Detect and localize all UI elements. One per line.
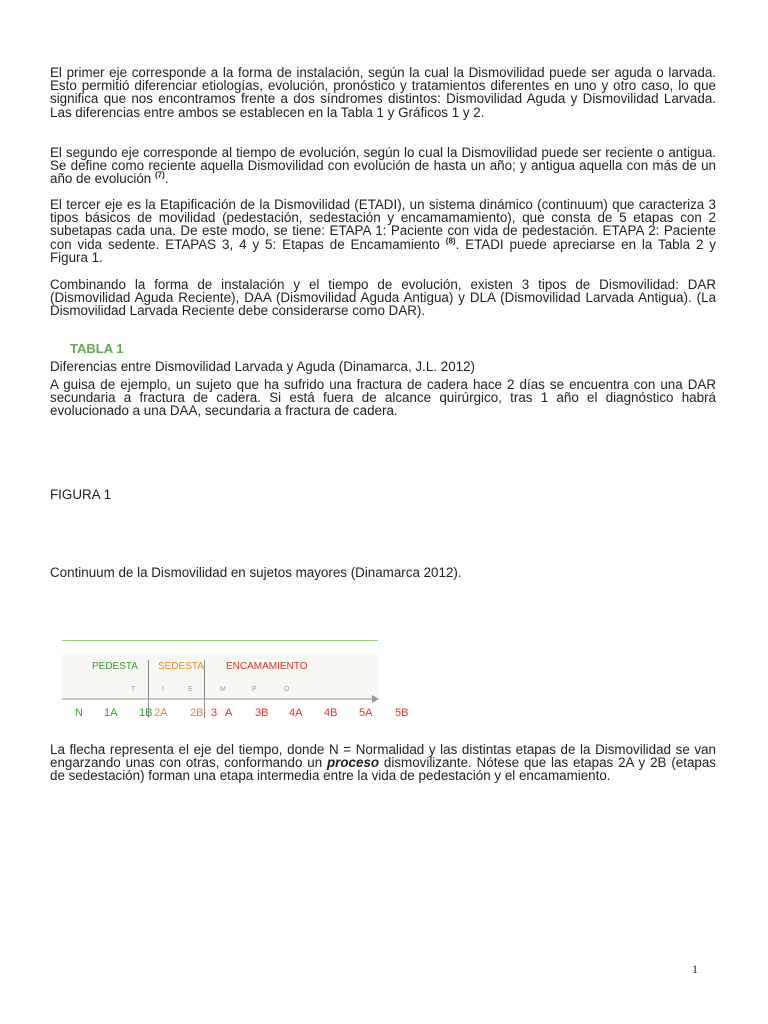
paragraph-primer-eje: El primer eje corresponde a la forma de instalación, según la cual la Dismovilidad puede ser aguda o larvada. Esto permitió diferenciar etiologías, evolución, pronóstico y tratamientos diferentes en uno y otro caso, lo que significa que nos encontramos frente a dos síndromes distintos: Dismovilidad Aguda y Dismovilidad Larvada. Las diferencias entre ambos se establecen en la Tabla 1 y Gráficos 1 y 2. bbox=[50, 65, 716, 120]
page-number: 1 bbox=[692, 962, 698, 976]
tiempo-letter-i: I bbox=[162, 686, 164, 693]
tiempo-letter-t: T bbox=[131, 686, 136, 693]
time-axis-arrow bbox=[62, 694, 380, 704]
divider-sedesta-encamamiento bbox=[204, 660, 205, 718]
tiempo-letter-m: M bbox=[220, 686, 226, 693]
paragraph-flecha bbox=[50, 743, 716, 783]
figure-continuum bbox=[62, 640, 380, 730]
paragraph-flecha-text-a: La flecha representa el eje del tiempo, donde N = Normalidad y las distintas etapas de la Dismovilidad se van engarzando unas con otras, conformando un bbox=[50, 742, 716, 771]
label-sedesta: SEDESTA bbox=[158, 661, 204, 672]
reference-7: (7) bbox=[154, 170, 165, 180]
stage-2a: 2A bbox=[154, 707, 168, 719]
stage-5a: 5A bbox=[359, 707, 373, 719]
stage-4a: 4A bbox=[289, 707, 303, 719]
tiempo-letter-e: E bbox=[188, 686, 193, 693]
stage-1b: 1B bbox=[139, 707, 153, 719]
stage-n: N bbox=[75, 707, 83, 719]
label-encamamiento: ENCAMAMIENTO bbox=[226, 661, 308, 672]
paragraph-combinando: Combinando la forma de instalación y el tiempo de evolución, existen 3 tipos de Dismovilidad: DAR (Dismovilidad Aguda Reciente), DAA (Dismovilidad Aguda Antigua) y DLA (Dismovilidad Larvada Antigua). (La Dismovilidad Larvada Reciente debe considerarse como DAR). bbox=[50, 277, 716, 319]
stage-2b: 2B bbox=[190, 707, 204, 719]
paragraph-tercer-eje bbox=[50, 198, 716, 264]
stage-3b: 3B bbox=[255, 707, 269, 719]
stage-5b: 5B bbox=[395, 707, 409, 719]
tabla-1-caption: Diferencias entre Dismovilidad Larvada y Aguda (Dinamarca, J.L. 2012) bbox=[50, 359, 475, 374]
paragraph-ejemplo: A guisa de ejemplo, un sujeto que ha sufrido una fractura de cadera hace 2 días se encuentra con una DAR secundaria a fractura de cadera. Si está fuera de alcance quirúrgico, tras 1 año el diagnóstico habrá evolucionado a una DAA, secundaria a fractura de cadera. bbox=[50, 377, 716, 419]
stage-4b: 4B bbox=[324, 707, 338, 719]
reference-8: (8) bbox=[445, 236, 456, 246]
paragraph-segundo-eje bbox=[50, 146, 716, 186]
paragraph-segundo-eje-end: . bbox=[164, 171, 169, 187]
label-pedesta: PEDESTA bbox=[92, 661, 138, 672]
paragraph-segundo-eje-text: El segundo eje corresponde al tiempo de evolución, según lo cual la Dismovilidad puede ser reciente o antigua. Se define como reciente aquella Dismovilidad con evolución de hasta un año; y antigua aquella con más de un año de evolución bbox=[50, 145, 716, 187]
tiempo-letter-o: O bbox=[284, 686, 290, 693]
figure-top-rule bbox=[62, 640, 378, 641]
paragraph-flecha-text-b: dismovilizante. Nótese que las etapas 2A y 2B (etapas de sedestación) forman una etapa intermedia entre la vida de pedestación y el encamamiento. bbox=[50, 755, 716, 784]
stage-1a: 1A bbox=[104, 707, 118, 719]
stage-3: 3 bbox=[211, 707, 218, 719]
figura-1-label: FIGURA 1 bbox=[50, 487, 112, 502]
tiempo-letter-p: P bbox=[252, 686, 257, 693]
tabla-1-heading: TABLA 1 bbox=[70, 341, 124, 356]
paragraph-tercer-eje-text: El tercer eje es la Etapificación de la Dismovilidad (ETADI), un sistema dinámico (continuum) que caracteriza 3 tipos básicos de movilidad (pedestación, sedestación y encamamamiento), que consta de 5 etapas con 2 subetapas cada una. De este modo, se tiene: ETAPA 1: Paciente con vida de pedestación. ETAPA 2: Paciente con vida sedente. ETAPAS 3, 4 y 5: Etapas de Encamamiento bbox=[50, 197, 716, 252]
paragraph-flecha-bold: proceso bbox=[326, 755, 380, 771]
paragraph-tercer-eje-end: . ETADI puede apreciarse en la Tabla 2 y Figura 1. bbox=[50, 236, 716, 265]
figura-1-caption: Continuum de la Dismovilidad en sujetos mayores (Dinamarca 2012). bbox=[50, 565, 462, 580]
stage-a: A bbox=[225, 707, 233, 719]
